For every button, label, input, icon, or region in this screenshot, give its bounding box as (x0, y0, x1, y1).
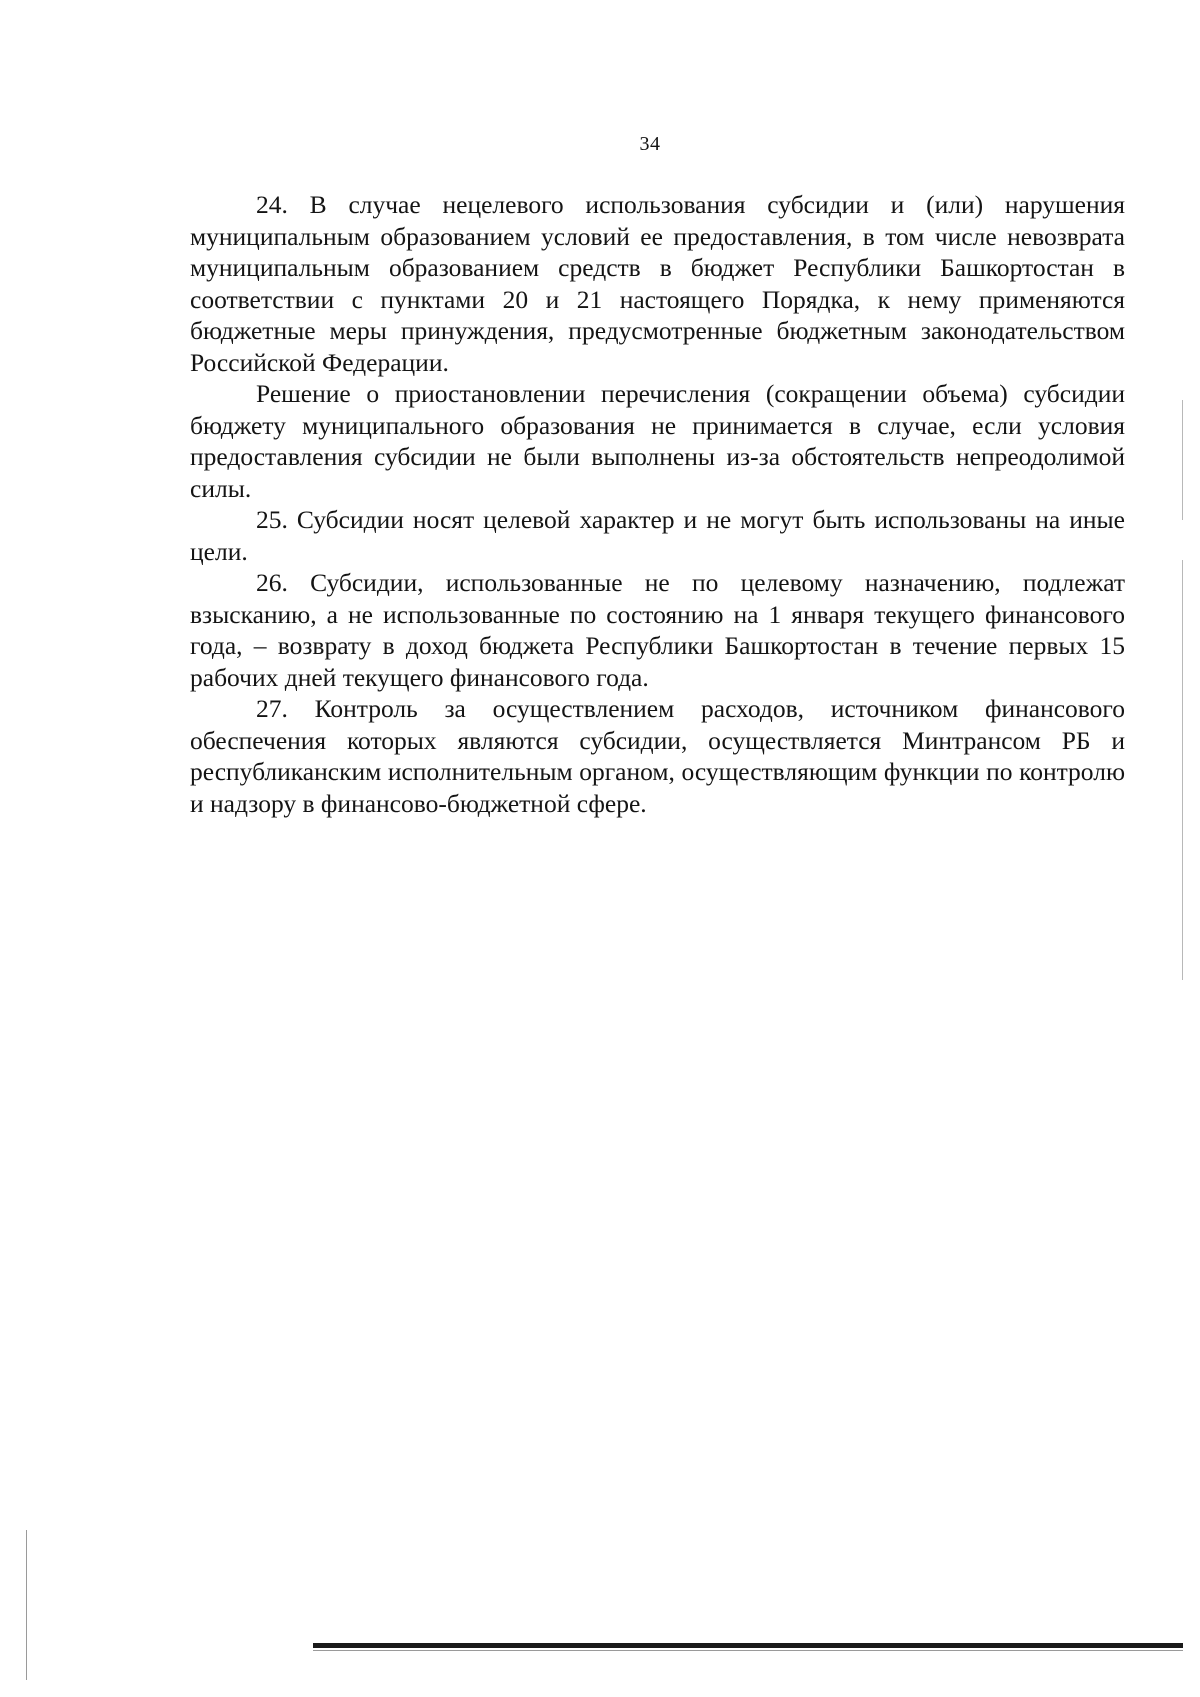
paragraph-27: 27. Контроль за осуществлением расходов, источником финансового обеспечения которых являются субсидии, осуществляется Минтрансом РБ и республиканским исполнительным органом, осуществляющим функции по контролю и надзору в финансово-бюджетной сфере. (190, 694, 1125, 818)
scan-artifact-left-edge (26, 1530, 27, 1680)
paragraph-25: 25. Субсидии носят целевой характер и не могут быть использованы на иные цели. (190, 505, 1125, 566)
document-body (190, 189, 1125, 819)
paragraph-24: 24. В случае нецелевого использования субсидии и (или) нарушения муниципальным образованием условий ее предоставления, в том числе невозврата муниципальным образованием средств в бюджет Республики Башкортостан в соответствии с пунктами 20 и 21 настоящего Порядка, к нему применяются бюджетные меры принуждения, предусмотренные бюджетным законодательством Российской Федерации. (190, 190, 1125, 377)
paragraph-24-decision: Решение о приостановлении перечисления (сокращении объема) субсидии бюджету муниципального образования не принимается в случае, если условия предоставления субсидии не были выполнены из-за обстоятельств непреодолимой силы. (190, 379, 1125, 503)
scan-artifact-right-edge (1182, 400, 1183, 520)
scan-artifact-right-edge-lower (1182, 560, 1183, 980)
page-number: 34 (639, 133, 661, 155)
paragraph-26: 26. Субсидии, использованные не по целевому назначению, подлежат взысканию, а не использованные по состоянию на 1 января текущего финансового года, – возврату в доход бюджета Республики Башкортостан в течение первых 15 рабочих дней текущего финансового года. (190, 568, 1125, 692)
scan-artifact-bottom-line (313, 1650, 1183, 1651)
scan-artifact-bottom-bar (313, 1643, 1183, 1648)
